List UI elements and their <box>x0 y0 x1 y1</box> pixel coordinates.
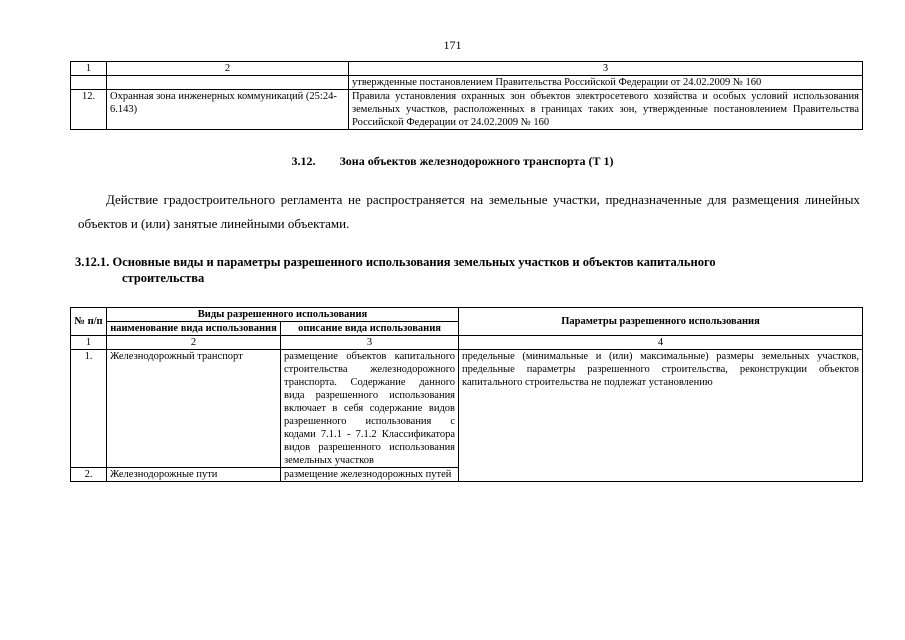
header-description: описание вида использования <box>281 322 459 336</box>
subsection-title-line2: строительства <box>122 271 205 285</box>
section-number: 3.12. <box>291 154 316 168</box>
table-header-row <box>71 308 863 322</box>
page-number: 171 <box>443 38 462 52</box>
header-name: наименование вида использования <box>107 322 281 336</box>
index-cell-3: 3 <box>281 336 459 350</box>
table-header-row <box>71 62 863 76</box>
subsection-title-line1: Основные виды и параметры разрешенного использования земельных участков и объектов капитального <box>112 255 716 269</box>
empty-cell <box>107 76 349 90</box>
zone-name: Охранная зона инженерных коммуникаций (25:24-6.143) <box>107 90 349 130</box>
zone-regulation: Правила установления охранных зон объектов электросетевого хозяйства и особых условий использования земельных участков, расположенных в границах таких зон, утвержденные постановлением Правительства Российской Федерации от 24.02.2009 № 160 <box>349 90 863 130</box>
header-group: Виды разрешенного использования <box>107 308 459 322</box>
use-name: Железнодорожные пути <box>107 468 281 482</box>
table-row <box>71 350 863 468</box>
table-index-row <box>71 336 863 350</box>
header-params: Параметры разрешенного использования <box>459 308 863 336</box>
index-cell-2: 2 <box>107 336 281 350</box>
continuation-text: утвержденные постановлением Правительства Российской Федерации от 24.02.2009 № 160 <box>349 76 863 90</box>
use-parameters: предельные (минимальные и (или) максимальные) размеры земельных участков, предельные параметры разрешенного строительства, реконструкции объектов капитального строительства не подлежат установлению <box>459 350 863 482</box>
row-number: 2. <box>71 468 107 482</box>
section-title: Зона объектов железнодорожного транспорта (Т 1) <box>339 154 614 168</box>
index-cell-1: 1 <box>71 336 107 350</box>
empty-cell <box>71 76 107 90</box>
header-cell-3: 3 <box>349 62 863 76</box>
intro-paragraph: Действие градостроительного регламента не распространяется на земельные участки, предназначенные для размещения линейных объектов и (или) занятые линейными объектами. <box>78 192 860 231</box>
row-number: 1. <box>71 350 107 468</box>
section-heading <box>0 154 905 169</box>
index-cell-4: 4 <box>459 336 863 350</box>
use-description: размещение железнодорожных путей <box>281 468 459 482</box>
continuation-table <box>70 61 863 130</box>
header-num: № п/п <box>71 308 107 336</box>
use-description: размещение объектов капитального строительства железнодорожного транспорта. Содержание данного вида разрешенного использования включает в себя содержание видов разрешенного использования с кодами 7.1.1 - 7.1.2 Классификатора видов разрешенного использования земельных участков <box>281 350 459 468</box>
table-row <box>71 90 863 130</box>
table-row <box>71 76 863 90</box>
use-name: Железнодорожный транспорт <box>107 350 281 468</box>
row-number: 12. <box>71 90 107 130</box>
subsection-number: 3.12.1. <box>75 255 110 269</box>
header-cell-2: 2 <box>107 62 349 76</box>
subsection-heading <box>75 254 865 286</box>
permitted-use-table <box>70 307 863 482</box>
header-cell-1: 1 <box>71 62 107 76</box>
